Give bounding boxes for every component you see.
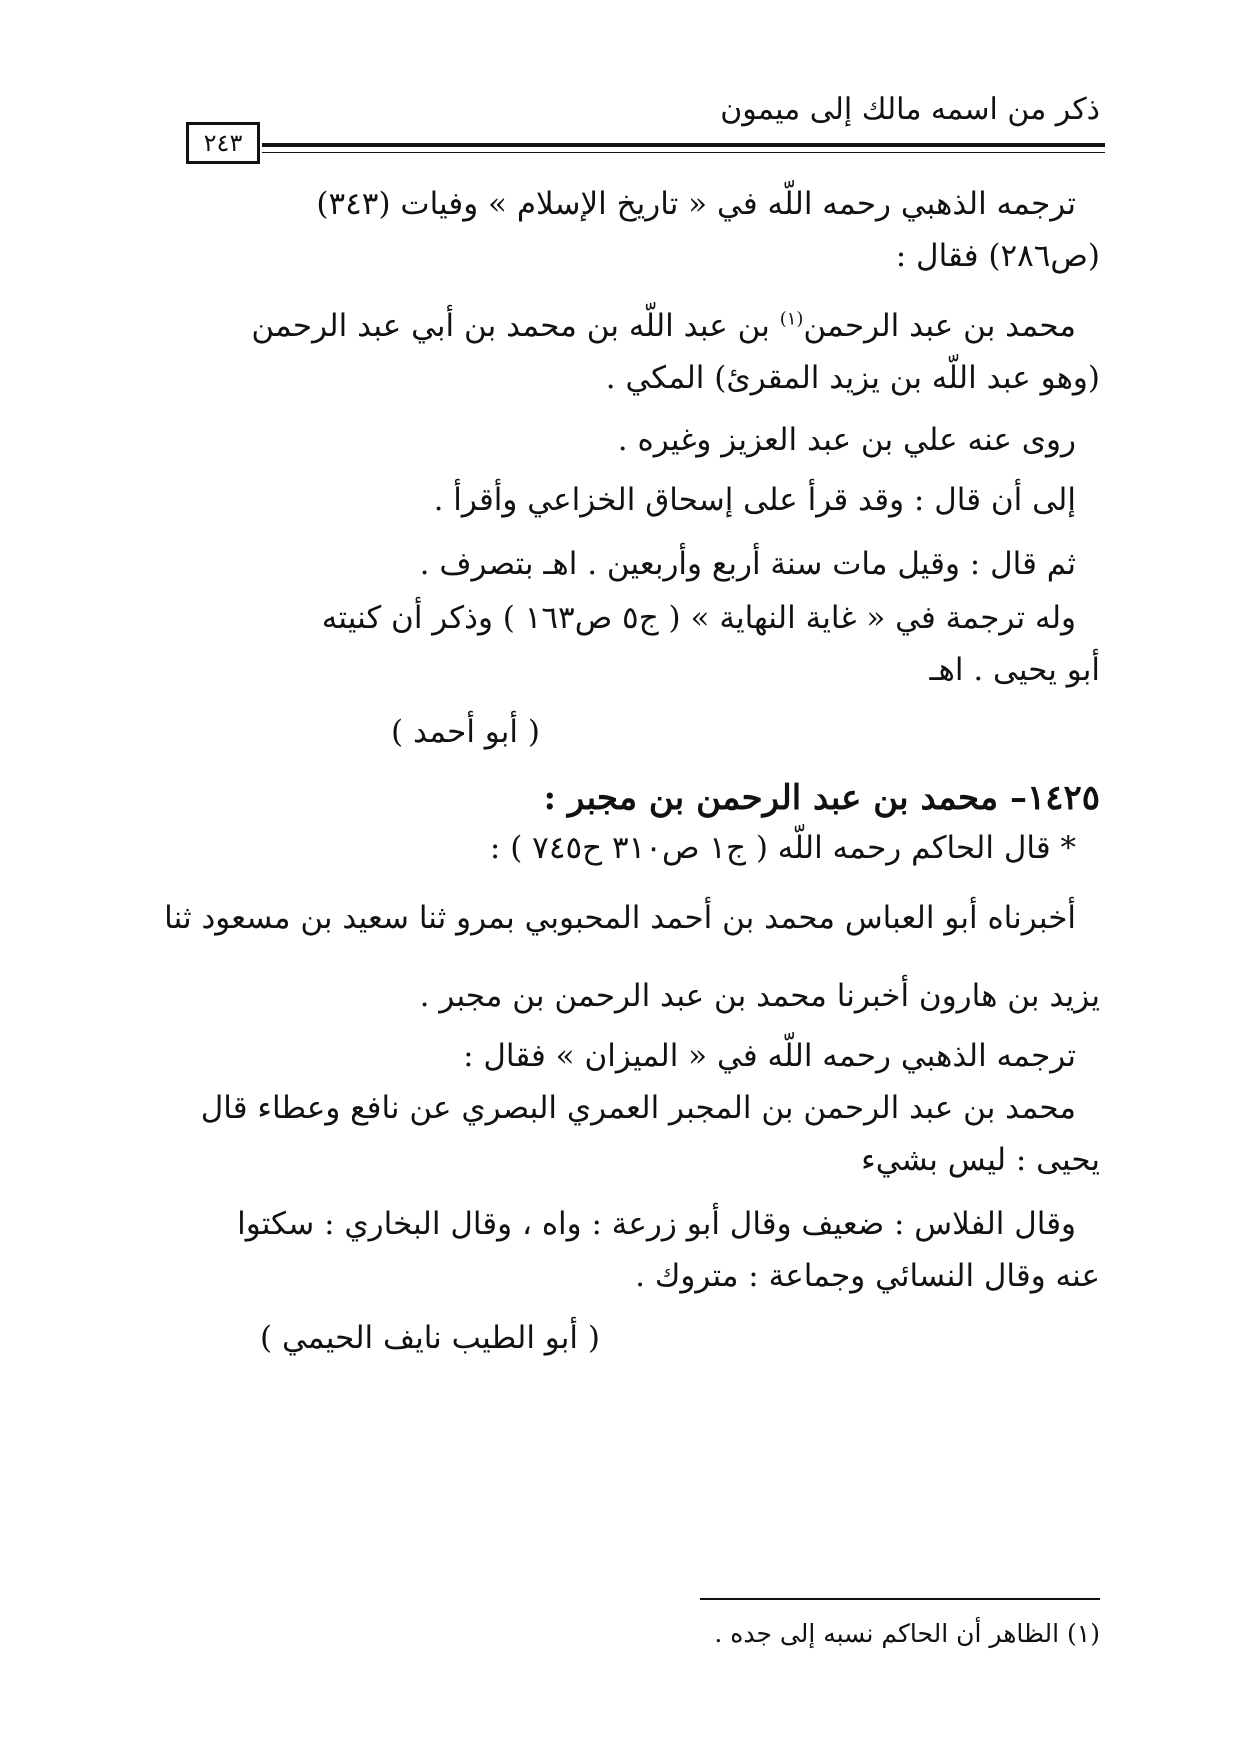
s2-para1 (160, 822, 1100, 874)
s1-para4 (160, 474, 1100, 526)
s1-para2-line1-b: بن عبد اللّه بن محمد بن أبي عبد الرحمن (251, 308, 780, 344)
s1-para5-line: ثم قال : وقيل مات سنة أربع وأربعين . اهـ بتصرف . (419, 546, 1076, 582)
s2-signature: ( أبو الطيب نايف الحيمي ) (260, 1320, 600, 1356)
footnote-rule (700, 1598, 1100, 1600)
s2-para5 (160, 1198, 1100, 1302)
s1-para2-line1 (160, 300, 1100, 352)
section-1-block (160, 178, 1100, 282)
s2-para2-line2: يزيد بن هارون أخبرنا محمد بن عبد الرحمن بن مجبر . (419, 978, 1100, 1014)
s1-para6 (160, 592, 1100, 696)
s1-para3-line: روى عنه علي بن عبد العزيز وغيره . (617, 422, 1076, 458)
s1-para2-line1-a: محمد بن عبد الرحمن (803, 308, 1076, 344)
s2-para3 (160, 1030, 1100, 1082)
footnote-marker: (١) (779, 308, 804, 330)
running-title: ذكر من اسمه مالك إلى ميمون (720, 92, 1100, 127)
s1-para1-line1: ترجمه الذهبي رحمه اللّه في « تاريخ الإسلام » وفيات (٣٤٣) (316, 186, 1076, 222)
s1-signature: ( أبو أحمد ) (391, 714, 540, 750)
s2-para2 (160, 892, 1100, 944)
page-number: ٢٤٣ (186, 122, 260, 164)
s2-para4 (160, 1082, 1100, 1186)
s1-para2 (160, 300, 1100, 404)
s1-para2-line2: (وهو عبد اللّه بن يزيد المقرئ) المكي . (605, 360, 1100, 396)
s1-para4-line: إلى أن قال : وقد قرأ على إسحاق الخزاعي وأقرأ . (433, 482, 1076, 518)
s2-para4-line2: يحيى : ليس بشيء (861, 1142, 1100, 1178)
s2-para2b (160, 970, 1100, 1022)
s2-para5-line1: وقال الفلاس : ضعيف وقال أبو زرعة : واه ، وقال البخاري : سكتوا (237, 1206, 1076, 1242)
s2-para2-line1: أخبرناه أبو العباس محمد بن أحمد المحبوبي بمرو ثنا سعيد بن مسعود ثنا (164, 900, 1076, 936)
s2-para1-line: * قال الحاكم رحمه اللّه ( ج١ ص٣١٠ ح٧٤٥ ) : (489, 830, 1076, 866)
s1-para5 (160, 538, 1100, 590)
s2-para3-line: ترجمه الذهبي رحمه اللّه في « الميزان » فقال : (463, 1038, 1076, 1074)
s1-para3 (160, 414, 1100, 466)
s1-para6-line2: أبو يحيى . اهـ (929, 652, 1100, 688)
s1-para1-line2: (ص٢٨٦) فقال : (895, 238, 1100, 274)
s2-para5-line2: عنه وقال النسائي وجماعة : متروك . (635, 1258, 1100, 1294)
footnote: (١) الظاهر أن الحاكم نسبه إلى جده . (714, 1619, 1100, 1648)
s1-para6-line1: وله ترجمة في « غاية النهاية » ( ج٥ ص١٦٣ ) وذكر أن كنيته (321, 600, 1076, 636)
s2-para4-line1: محمد بن عبد الرحمن بن المجبر العمري البصري عن نافع وعطاء قال (200, 1090, 1076, 1126)
header-rule-thin (262, 152, 1105, 153)
header-rule-thick (262, 143, 1105, 147)
entry-heading: ١٤٢٥– محمد بن عبد الرحمن بن مجبر : (543, 778, 1100, 818)
